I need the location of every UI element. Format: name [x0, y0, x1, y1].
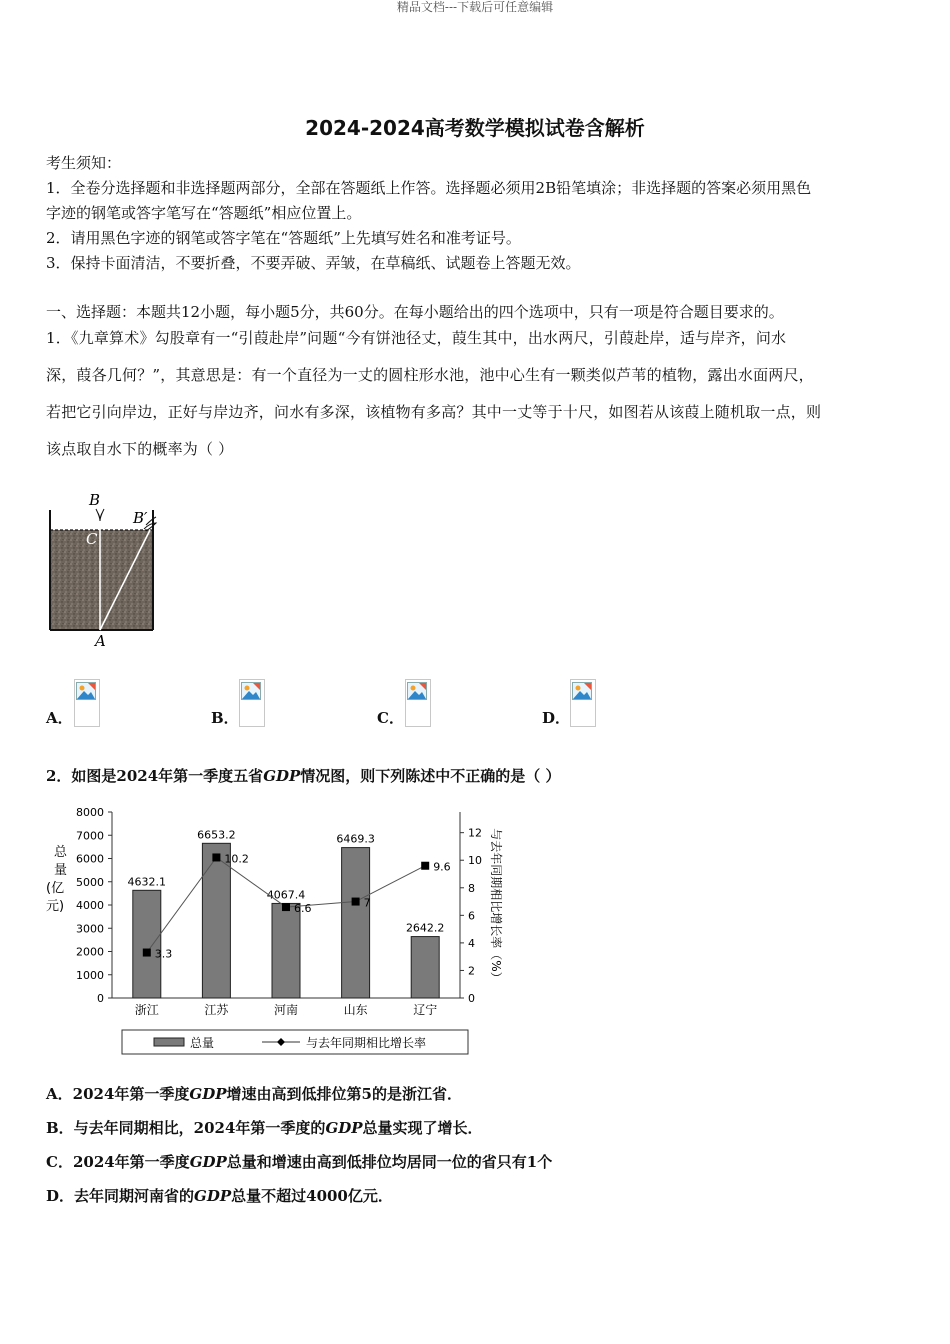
notice-line: 字迹的钢笔或答字笔写在“答题纸”相应位置上。 [46, 204, 362, 222]
growth-point-2 [282, 903, 290, 911]
option-text-pre: C．2024年第一季度 [46, 1153, 190, 1171]
watermark: 精品文档---下载后可任意编辑 [396, 0, 554, 14]
question-1-line: 该点取自水下的概率为（ ） [46, 440, 234, 458]
bar-value-label: 4632.1 [127, 875, 167, 889]
y-left-tick-label: 3000 [76, 922, 104, 936]
option-a-image[interactable] [74, 679, 100, 727]
broken-image-icon [407, 682, 427, 700]
bar-value-label: 6653.2 [197, 828, 236, 842]
question-2-option-b [46, 1117, 483, 1138]
y-left-tick-label: 2000 [76, 945, 104, 959]
growth-value-label: 7 [363, 896, 371, 910]
notice-line: 1．全卷分选择题和非选择题两部分，全部在答题纸上作答。选择题必须用2B铅笔填涂；非选择题的答案必须用黑色 [46, 179, 812, 197]
y-left-tick-label: 7000 [76, 829, 104, 843]
bar-4 [411, 937, 439, 998]
pool-reed-figure [40, 485, 165, 650]
option-c-label: C． [377, 709, 404, 727]
question-2-option-c [46, 1151, 552, 1172]
growth-point-0 [143, 949, 151, 957]
y-right-tick-label: 6 [468, 909, 475, 923]
y-left-tick-label: 0 [97, 992, 104, 1005]
bar-value-label: 6469.3 [336, 832, 375, 846]
y-right-tick-label: 0 [468, 992, 475, 1005]
y-left-tick-label: 8000 [76, 806, 104, 819]
bar-value-label: 4067.4 [266, 888, 306, 902]
label-a: A [95, 632, 106, 650]
y-left-axis-label: 总量(亿元) [46, 845, 68, 914]
x-tick-label: 浙江 [134, 1003, 159, 1017]
question-1-line: 若把它引向岸边，正好与岸边齐，问水有多深，该植物有多高？其中一丈等于十尺，如图若从该葭上随机取一点，则 [46, 403, 822, 421]
x-tick-label: 江苏 [204, 1003, 229, 1017]
gdp-term: GDP [189, 1153, 227, 1171]
label-b: B [89, 491, 101, 509]
gdp-chart [40, 798, 520, 1063]
option-text-pre: B．与去年同期相比，2024年第一季度的 [46, 1119, 326, 1137]
y-left-tick-label: 4000 [76, 899, 104, 912]
growth-value-label: 10.2 [224, 852, 249, 866]
label-b-prime: B′ [133, 509, 148, 527]
question-1-line: 1．《九章算术》勾股章有一“引葭赴岸”问题“今有饼池径丈，葭生其中，出水两尺，引葭赴岸，适与岸齐，问水 [46, 329, 787, 347]
broken-image-icon [241, 682, 261, 700]
notice-line: 2．请用黑色字迹的钢笔或答字笔在“答题纸”上先填写姓名和准考证号。 [46, 229, 521, 247]
option-c-image[interactable] [405, 679, 431, 727]
x-tick-label: 山东 [343, 1003, 368, 1017]
y-left-tick-label: 6000 [76, 852, 104, 866]
option-text-post: 总量和增速由高到低排位均居同一位的省只有1个 [226, 1153, 553, 1171]
y-left-tick-label: 5000 [76, 875, 104, 889]
growth-value-label: 9.6 [433, 860, 451, 874]
y-right-tick-label: 2 [468, 964, 475, 978]
section-heading: 一、选择题：本题共12小题，每小题5分，共60分。在每小题给出的四个选项中，只有一项是符合题目要求的。 [46, 303, 784, 321]
option-text-post: 增速由高到低排位第5的是浙江省． [226, 1085, 462, 1103]
option-text-post: 总量不超过4000亿元． [231, 1187, 393, 1205]
gdp-term: GDP [263, 767, 301, 785]
question-2-stem-pre: 2．如图是2024年第一季度五省 [46, 767, 264, 785]
y-right-tick-label: 8 [468, 881, 475, 895]
gdp-term: GDP [194, 1187, 232, 1205]
growth-value-label: 6.6 [294, 902, 312, 916]
question-2-stem-post: 情况图，则下列陈述中不正确的是（ ） [300, 767, 561, 785]
question-2-option-a [46, 1083, 462, 1104]
option-text-post: 总量实现了增长． [362, 1119, 483, 1137]
broken-image-icon [76, 682, 96, 700]
question-2-stem [46, 765, 561, 786]
bar-3 [342, 848, 370, 998]
option-b-label: B． [211, 709, 239, 727]
bar-2 [272, 903, 300, 998]
legend-line-label: 与去年同期相比增长率 [306, 1036, 427, 1050]
option-d-label: D． [542, 709, 571, 727]
y-right-tick-label: 12 [468, 826, 482, 840]
question-1-line: 深，葭各几何？”，其意思是：有一个直径为一丈的圆柱形水池，池中心生有一颗类似芦苇的植物，露出水面两尺， [46, 366, 814, 384]
notice-heading: 考生须知： [46, 154, 122, 172]
option-text-pre: D．去年同期河南省的 [46, 1187, 195, 1205]
growth-value-label: 3.3 [154, 947, 173, 961]
label-c: C [86, 530, 98, 548]
option-b-image[interactable] [239, 679, 265, 727]
growth-point-3 [352, 898, 360, 906]
legend-bar-label: 总量 [190, 1036, 215, 1050]
gdp-term: GDP [325, 1119, 363, 1137]
gdp-term: GDP [189, 1085, 227, 1103]
option-d-image[interactable] [570, 679, 596, 727]
bar-0 [133, 890, 161, 998]
option-a-label: A． [46, 709, 73, 727]
y-right-tick-label: 10 [468, 854, 482, 868]
option-text-pre: A．2024年第一季度 [46, 1085, 190, 1103]
document-title: 2024-2024高考数学模拟试卷含解析 [305, 116, 645, 140]
growth-point-1 [212, 853, 220, 861]
y-right-axis-label: 与去年同期相比增长率（%） [489, 828, 503, 984]
bar-value-label: 2642.2 [405, 921, 445, 935]
legend-bar-swatch [154, 1038, 184, 1046]
y-right-tick-label: 4 [468, 936, 475, 950]
notice-line: 3．保持卡面清洁，不要折叠，不要弄破、弄皱，在草稿纸、试题卷上答题无效。 [46, 254, 581, 272]
x-tick-label: 河南 [273, 1003, 299, 1017]
x-tick-label: 辽宁 [413, 1003, 438, 1017]
growth-point-4 [421, 862, 429, 870]
y-left-tick-label: 1000 [76, 968, 104, 982]
question-2-option-d [46, 1185, 393, 1206]
broken-image-icon [572, 682, 592, 700]
bar-1 [202, 843, 230, 998]
